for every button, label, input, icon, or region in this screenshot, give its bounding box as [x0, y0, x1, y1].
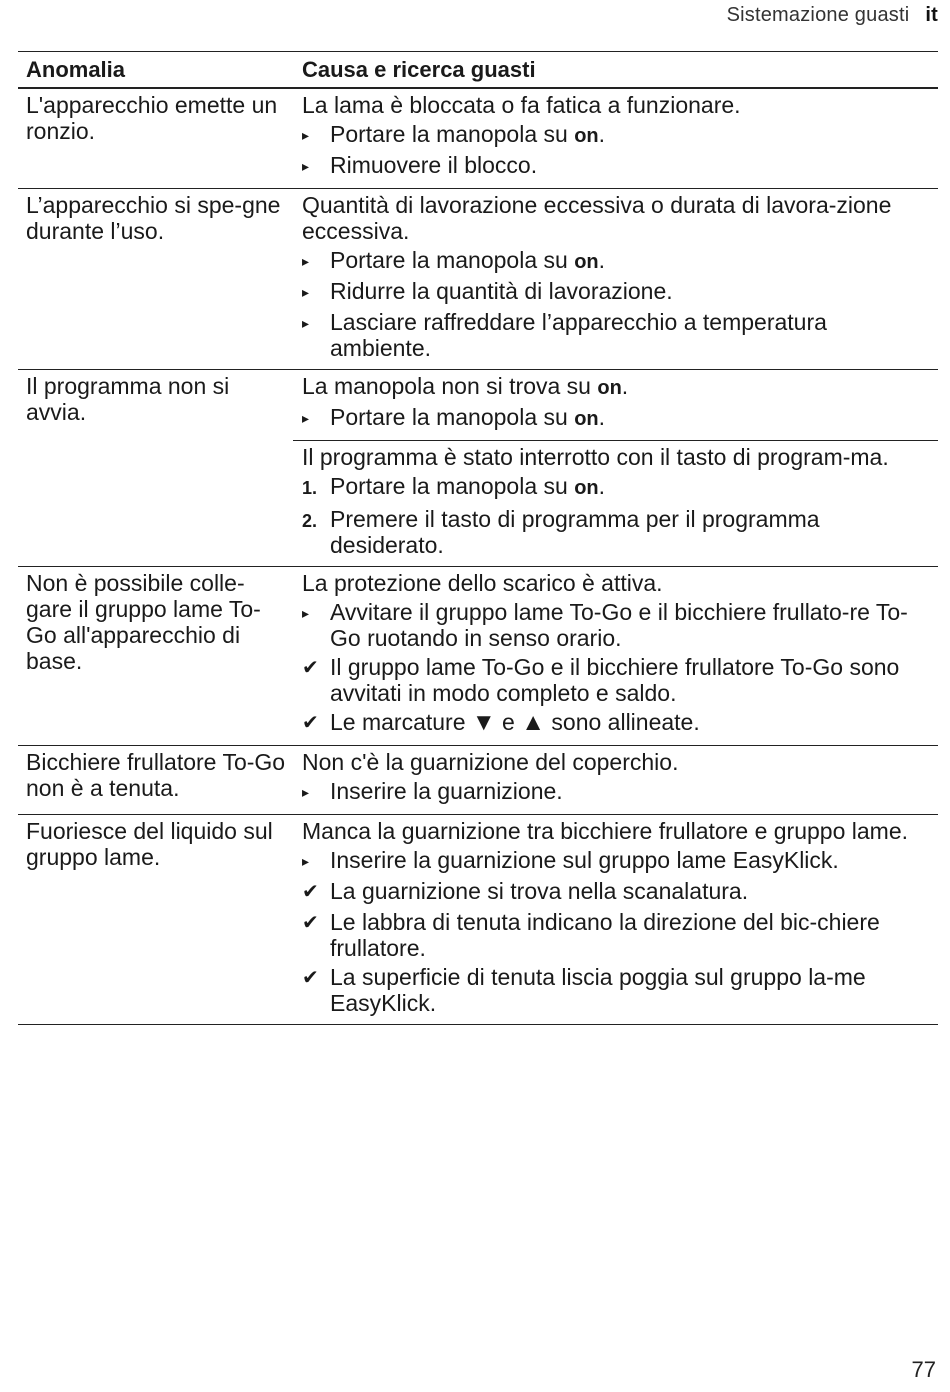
checkmark-icon: ✔ — [302, 712, 319, 734]
arrow-bullet-icon: ▸ — [302, 410, 310, 426]
arrow-bullet-icon: ▸ — [302, 253, 310, 269]
checkmark-icon: ✔ — [302, 967, 319, 989]
list-item: ▸ Lasciare raffreddare l’apparecchio a temperatura ambiente. — [302, 309, 827, 361]
section-title: Sistemazione guasti — [726, 4, 910, 26]
list-item: ✔ Il gruppo lame To-Go e il bicchiere frullatore To-Go sono avvitati in modo completo e saldo. — [302, 654, 900, 706]
arrow-bullet-icon: ▸ — [302, 158, 310, 174]
list-item: ✔ Le labbra di tenuta indicano la direzione del bic-chiere frullatore. — [302, 909, 880, 961]
list-item: ▸ Ridurre la quantità di lavorazione. — [302, 278, 673, 304]
table-row — [18, 188, 938, 369]
list-item: ✔ Le marcature ▼ e ▲ sono allineate. — [302, 709, 700, 736]
troubleshooting-table — [18, 51, 938, 1025]
checkmark-icon: ✔ — [302, 912, 319, 934]
column-header-fault: Anomalia — [26, 56, 126, 82]
table-row — [18, 88, 938, 188]
running-header — [727, 4, 938, 27]
arrow-bullet-icon: ▸ — [302, 284, 310, 300]
list-item: ✔ La guarnizione si trova nella scanalatura. — [302, 878, 749, 904]
on-key-label: on — [597, 377, 622, 399]
step-number: 2. — [302, 511, 318, 531]
arrow-bullet-icon: ▸ — [302, 315, 310, 331]
on-key-label: on — [574, 125, 599, 147]
on-key-label: on — [574, 477, 599, 499]
list-item: 2. Premere il tasto di programma per il programma desiderato. — [302, 506, 820, 558]
checkmark-icon: ✔ — [302, 657, 319, 679]
arrow-bullet-icon: ▸ — [302, 605, 310, 621]
on-key-label: on — [574, 408, 599, 430]
cause-text: La lama è bloccata o fa fatica a funzionare. — [302, 92, 741, 118]
fault-cell: L’apparecchio si spe-gne durante l’uso. — [26, 192, 281, 244]
table-row — [18, 814, 938, 1024]
table-header — [18, 52, 938, 88]
arrow-bullet-icon: ▸ — [302, 784, 310, 800]
fault-cell: Fuoriesce del liquido sul gruppo lame. — [26, 818, 273, 870]
cause-text: Non c'è la guarnizione del coperchio. — [302, 749, 679, 775]
cause-text: La manopola non si trova su on. — [302, 373, 629, 399]
list-item: ▸ Avvitare il gruppo lame To-Go e il bicchiere frullato-re To-Go ruotando in senso orario. — [302, 599, 908, 651]
column-header-cause: Causa e ricerca guasti — [302, 56, 536, 82]
list-item: ▸ Inserire la guarnizione. — [302, 778, 563, 804]
language-code: it — [925, 4, 938, 26]
table-row — [18, 745, 938, 814]
fault-cell: Il programma non si avvia. — [26, 373, 230, 425]
list-item: 1. Portare la manopola su on. — [302, 473, 934, 503]
fault-cell: Bicchiere frullatore To-Go non è a tenuta. — [26, 749, 286, 801]
list-item: ▸ Portare la manopola su on. — [302, 247, 606, 273]
cause-text: Manca la guarnizione tra bicchiere frullatore e gruppo lame. — [302, 818, 908, 844]
page-number: 77 — [911, 1357, 936, 1382]
arrow-bullet-icon: ▸ — [302, 127, 310, 143]
table-row — [18, 566, 938, 745]
on-key-label: on — [574, 251, 599, 273]
list-item: ▸ Portare la manopola su on. — [302, 121, 606, 147]
fault-cell: L'apparecchio emette un ronzio. — [26, 92, 278, 144]
checkmark-icon: ✔ — [302, 881, 319, 903]
triangle-up-icon: ▲ — [521, 709, 546, 736]
list-item: ✔ La superficie di tenuta liscia poggia sul gruppo la-me EasyKlick. — [302, 964, 866, 1016]
list-item: ▸ Inserire la guarnizione sul gruppo lame EasyKlick. — [302, 847, 839, 873]
list-item: ▸ Rimuovere il blocco. — [302, 152, 538, 178]
table-row — [18, 369, 938, 566]
cause-text: La protezione dello scarico è attiva. — [302, 570, 663, 596]
triangle-down-icon: ▼ — [471, 709, 496, 736]
cause-text: Quantità di lavorazione eccessiva o durata di lavora-zione eccessiva. — [302, 192, 892, 244]
cause-text: Il programma è stato interrotto con il tasto di program-ma. — [302, 444, 889, 470]
list-item: ▸ Portare la manopola su on. — [302, 404, 606, 430]
fault-cell: Non è possibile colle-gare il gruppo lame To-Go all'apparecchio di base. — [26, 570, 261, 674]
arrow-bullet-icon: ▸ — [302, 853, 310, 869]
step-number: 1. — [302, 478, 318, 498]
